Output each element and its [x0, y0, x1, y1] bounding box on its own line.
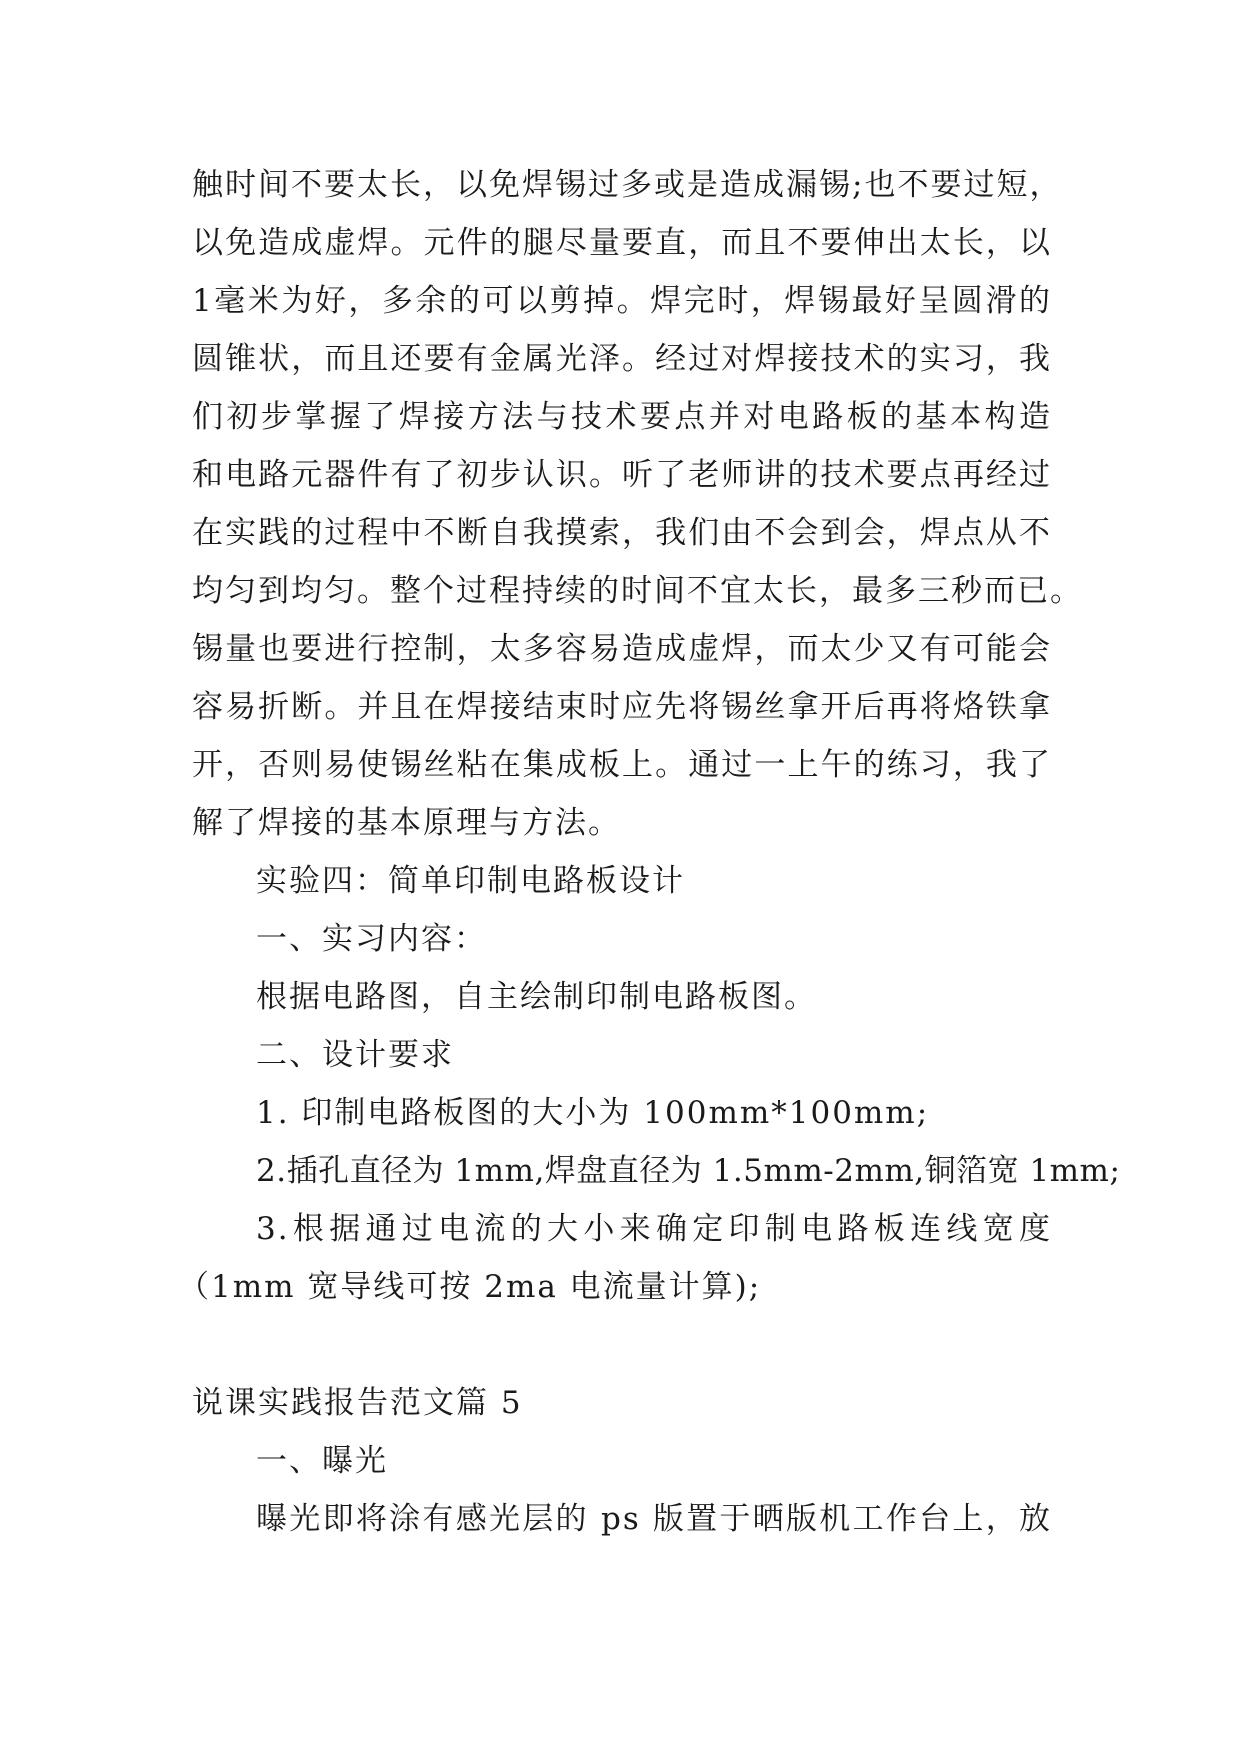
paragraph-line: 容易折断。并且在焊接结束时应先将锡丝拿开后再将烙铁拿 — [192, 689, 1052, 725]
section-heading: 二、设计要求 — [256, 1037, 454, 1073]
requirement-item-continued: （1mm 宽导线可按 2ma 电流量计算); — [178, 1269, 762, 1305]
requirement-item: 1. 印制电路板图的大小为 100mm*100mm; — [256, 1095, 930, 1131]
article-title: 说课实践报告范文篇 5 — [192, 1385, 523, 1421]
paragraph-line: 触时间不要太长，以免焊锡过多或是造成漏锡;也不要过短， — [192, 167, 1063, 203]
paragraph-line: 圆锥状，而且还要有金属光泽。经过对焊接技术的实习，我 — [192, 341, 1052, 377]
paragraph-line: 和电路元器件有了初步认识。听了老师讲的技术要点再经过 — [192, 457, 1052, 493]
paragraph-line: 解了焊接的基本原理与方法。 — [192, 805, 621, 841]
paragraph-line: 们初步掌握了焊接方法与技术要点并对电路板的基本构造 — [192, 399, 1052, 435]
section-body: 曝光即将涂有感光层的 ps 版置于晒版机工作台上，放 — [256, 1501, 1052, 1537]
section-heading: 一、实习内容： — [256, 921, 487, 957]
requirement-item: 2.插孔直径为 1mm,焊盘直径为 1.5mm-2mm,铜箔宽 1mm; — [256, 1153, 1121, 1189]
paragraph-line: 在实践的过程中不断自我摸索，我们由不会到会，焊点从不 — [192, 515, 1052, 551]
paragraph-line: 开，否则易使锡丝粘在集成板上。通过一上午的练习，我了 — [192, 747, 1052, 783]
paragraph-line: 锡量也要进行控制，太多容易造成虚焊，而太少又有可能会 — [192, 631, 1052, 667]
experiment-title: 实验四：简单印制电路板设计 — [256, 863, 685, 899]
paragraph-line: 以免造成虚焊。元件的腿尽量要直，而且不要伸出太长，以 — [192, 225, 1052, 261]
paragraph-line: 1毫米为好，多余的可以剪掉。焊完时，焊锡最好呈圆滑的 — [192, 283, 1052, 319]
section-heading: 一、曝光 — [256, 1443, 388, 1479]
requirement-item: 3.根据通过电流的大小来确定印制电路板连线宽度 — [256, 1211, 1052, 1247]
paragraph-line: 均匀到均匀。整个过程持续的时间不宜太长，最多三秒而已。 — [192, 573, 1083, 609]
section-body: 根据电路图，自主绘制印制电路板图。 — [256, 979, 817, 1015]
